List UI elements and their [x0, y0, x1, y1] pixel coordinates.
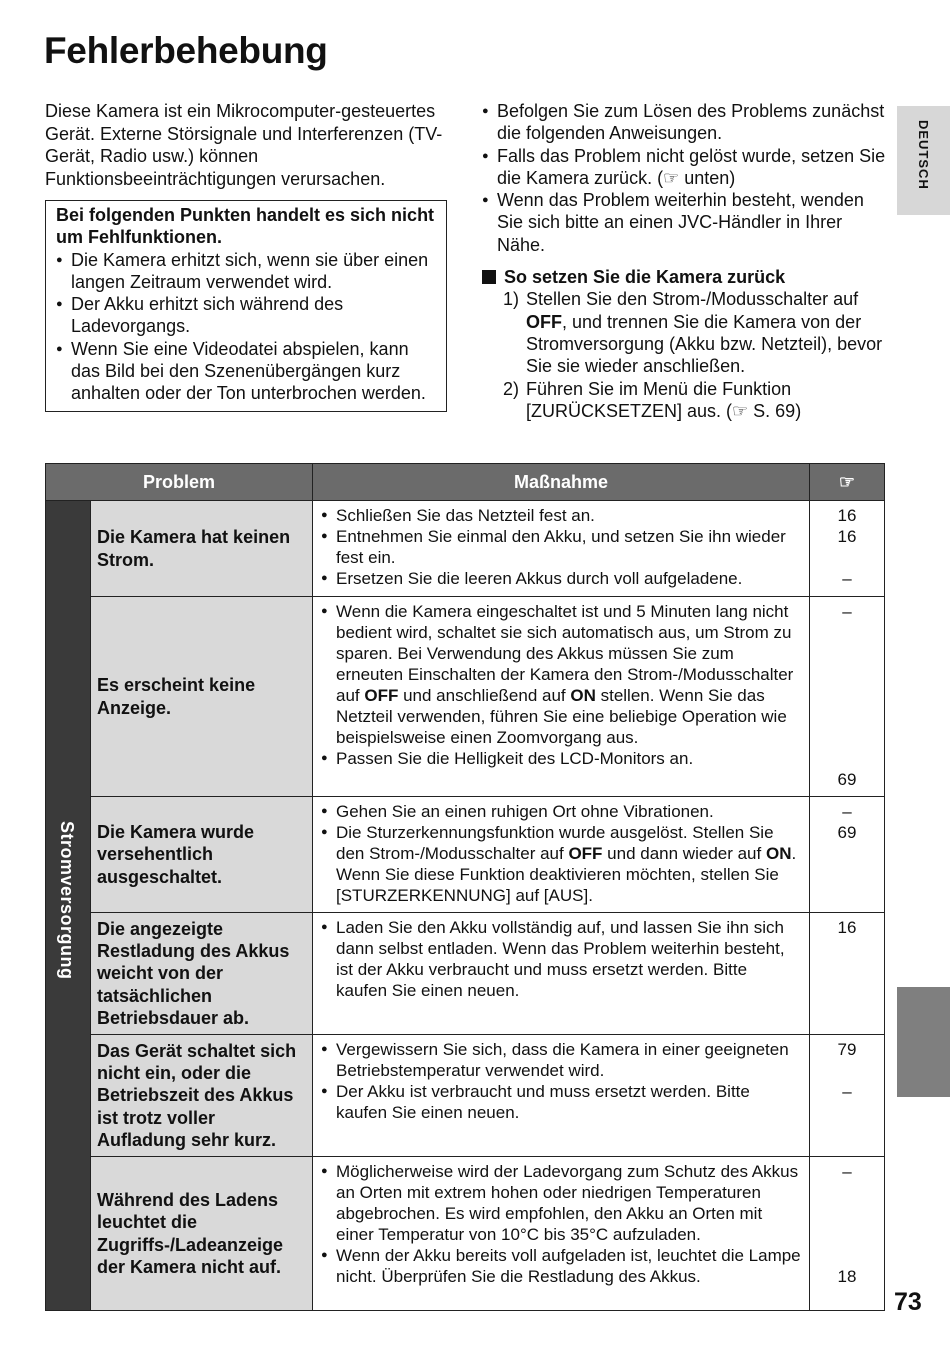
language-tab-label: DEUTSCH: [916, 120, 931, 190]
action-bold: ON: [570, 686, 596, 705]
list-item: ● Der Akku erhitzt sich während des Ladevorgangs.: [56, 293, 436, 338]
reference-cell: [810, 797, 885, 913]
reference-cell: [810, 1035, 885, 1157]
square-bullet-icon: [482, 270, 496, 284]
action-text: Die Sturzerkennungsfunktion wurde ausgelöst. Stellen Sie den Strom-/Modusschalter auf: [336, 823, 774, 863]
step-bold: OFF: [526, 311, 562, 332]
reset-step-1: [482, 288, 887, 377]
action-bold: OFF: [364, 686, 399, 705]
pointing-hand-icon: ☞: [810, 464, 885, 501]
table-row: [46, 797, 885, 913]
page-ref: 16: [837, 918, 857, 937]
reset-heading-text: So setzen Sie die Kamera zurück: [504, 267, 786, 288]
page-ref: 18: [837, 1267, 857, 1286]
list-item: ● Gehen Sie an einen ruhigen Ort ohne Vibrationen.: [321, 801, 801, 822]
page-ref: –: [842, 602, 852, 621]
reference-cell: [810, 1157, 885, 1311]
page-ref: –: [842, 802, 852, 821]
list-item: ● Wenn Sie eine Videodatei abspielen, kann das Bild bei den Szenenübergängen kurz anhalten oder der Ton unterbrochen werden.: [56, 338, 436, 405]
action-bold: ON: [765, 844, 792, 863]
step-text: , und trennen Sie die Kamera von der Stromversorgung (Akku bzw. Netzteil), bevor Sie sie wieder anschließen.: [526, 311, 883, 377]
action-cell: [313, 1157, 810, 1311]
action-text: Wenn die Kamera eingeschaltet ist und 5 Minuten lang nicht bedient wird, schaltet sie sich automatisch aus, um Strom zu sparen. Bei Verwendung des Akkus müssen Sie zum erneuten Einschalten der Kamera den Strom-/Modusschalter auf: [336, 602, 794, 705]
action-cell: [313, 913, 810, 1035]
intro-text: [45, 100, 450, 190]
note-box-title: Bei folgenden Punkten handelt es sich nicht um Fehlfunktionen.: [56, 205, 435, 248]
reference-cell: [810, 501, 885, 597]
action-text: und dann wieder auf: [602, 844, 766, 863]
page-ref: 69: [837, 770, 857, 789]
list-item: ● Wenn der Akku bereits voll aufgeladen ist, leuchtet die Lampe nicht. Überprüfen Sie die Restladung des Akkus.: [321, 1245, 801, 1287]
reference-cell: [810, 597, 885, 797]
list-item: ● Vergewissern Sie sich, dass die Kamera in einer geeigneten Betriebstemperatur verwendet wird.: [321, 1039, 801, 1081]
reset-heading: [482, 266, 887, 288]
list-item: ● Die Kamera erhitzt sich, wenn sie über einen langen Zeitraum verwendet wird.: [56, 249, 436, 294]
page-ref: 16: [837, 506, 857, 525]
action-cell: [313, 797, 810, 913]
reset-steps: [482, 288, 887, 422]
step-number: 2): [503, 378, 520, 399]
troubleshooting-table: [45, 463, 885, 1311]
table-row: [46, 1157, 885, 1311]
note-box: [45, 200, 447, 412]
action-cell: [313, 501, 810, 597]
reference-cell: [810, 913, 885, 1035]
step-text: Führen Sie im Menü die Funktion [ZURÜCKSETZEN] aus. (☞ S. 69): [526, 378, 802, 421]
list-item: ● Ersetzen Sie die leeren Akkus durch voll aufgeladene.: [321, 568, 801, 589]
list-item: ● Schließen Sie das Netzteil fest an.: [321, 505, 801, 526]
problem-cell: Es erscheint keine Anzeige.: [91, 597, 313, 797]
page-number: 73: [894, 1288, 922, 1316]
list-item: ● Falls das Problem nicht gelöst wurde, setzen Sie die Kamera zurück. (☞ unten): [482, 145, 887, 190]
header-problem: Problem: [46, 464, 313, 501]
note-box-list: [56, 249, 436, 405]
list-item: ● Laden Sie den Akku vollständig auf, und lassen Sie ihn sich dann selbst entladen. Wenn das Problem weiterhin besteht, ist der Akku verbraucht und muss ersetzt werden. Bitte kaufen Sie einen neuen.: [321, 917, 801, 1001]
category-label: Stromversorgung: [57, 821, 77, 980]
page-ref: –: [842, 569, 852, 588]
list-item: ● Möglicherweise wird der Ladevorgang zum Schutz des Akkus an Orten mit extrem hohen oder niedrigen Temperaturen abgebrochen. Es wird empfohlen, den Akku an Orten mit einer Temperatur von 10°C bis 35°C aufzuladen.: [321, 1161, 801, 1245]
table-row: [46, 501, 885, 597]
instructions-column: [482, 100, 887, 422]
category-cell: [46, 501, 91, 1311]
list-item: ● Befolgen Sie zum Lösen des Problems zunächst die folgenden Anweisungen.: [482, 100, 887, 145]
problem-cell: Während des Ladens leuchtet die Zugriffs-/Ladeanzeige der Kamera nicht auf.: [91, 1157, 313, 1311]
step-text: Stellen Sie den Strom-/Modusschalter auf: [526, 289, 859, 310]
list-item: ● Wenn das Problem weiterhin besteht, wenden Sie sich bitte an einen JVC-Händler in Ihrer Nähe.: [482, 189, 887, 256]
intro-paragraph: Diese Kamera ist ein Mikrocomputer-gesteuertes Gerät. Externe Störsignale und Interferenzen (TV-Gerät, Radio usw.) können Funktionsbeeinträchtigungen verursachen.: [45, 101, 443, 189]
list-item: [321, 822, 801, 906]
header-action: Maßnahme: [313, 464, 810, 501]
list-item: [321, 601, 801, 748]
problem-cell: Die Kamera hat keinen Strom.: [91, 501, 313, 597]
problem-cell: Die Kamera wurde versehentlich ausgeschaltet.: [91, 797, 313, 913]
reset-step-2: [482, 378, 887, 423]
action-text: . Wenn Sie diese Funktion deaktivieren möchten, stellen Sie [STURZERKENNUNG] auf [AUS].: [336, 844, 797, 905]
table-header-row: [46, 464, 885, 501]
action-cell: [313, 597, 810, 797]
page-ref: –: [842, 1162, 852, 1181]
problem-cell: Das Gerät schaltet sich nicht ein, oder die Betriebszeit des Akkus ist trotz voller Aufladung sehr kurz.: [91, 1035, 313, 1157]
side-marker: [897, 987, 950, 1097]
page-ref: 16: [837, 527, 857, 546]
list-item: ● Der Akku ist verbraucht und muss ersetzt werden. Bitte kaufen Sie einen neuen.: [321, 1081, 801, 1123]
page-ref: 69: [837, 823, 857, 842]
action-text: und anschließend auf: [398, 686, 571, 705]
action-text: stellen. Wenn Sie das Netzteil verwenden, führen Sie eine beliebige Operation wie beispielsweise einen Zoomvorgang aus.: [336, 686, 787, 747]
instructions-list: [482, 100, 887, 256]
list-item: ● Entnehmen Sie einmal den Akku, und setzen Sie ihn wieder fest ein.: [321, 526, 801, 568]
language-tab: [897, 106, 950, 215]
page-ref: 79: [837, 1040, 857, 1059]
page-title: Fehlerbehebung: [44, 30, 328, 71]
action-bold: OFF: [568, 844, 603, 863]
step-number: 1): [503, 289, 520, 310]
page-ref: –: [842, 1082, 852, 1101]
table-row: [46, 913, 885, 1035]
list-item: ● Passen Sie die Helligkeit des LCD-Monitors an.: [321, 748, 801, 769]
action-cell: [313, 1035, 810, 1157]
problem-cell: Die angezeigte Restladung des Akkus weicht von der tatsächlichen Betriebsdauer ab.: [91, 913, 313, 1035]
table-row: [46, 1035, 885, 1157]
table-row: [46, 597, 885, 797]
